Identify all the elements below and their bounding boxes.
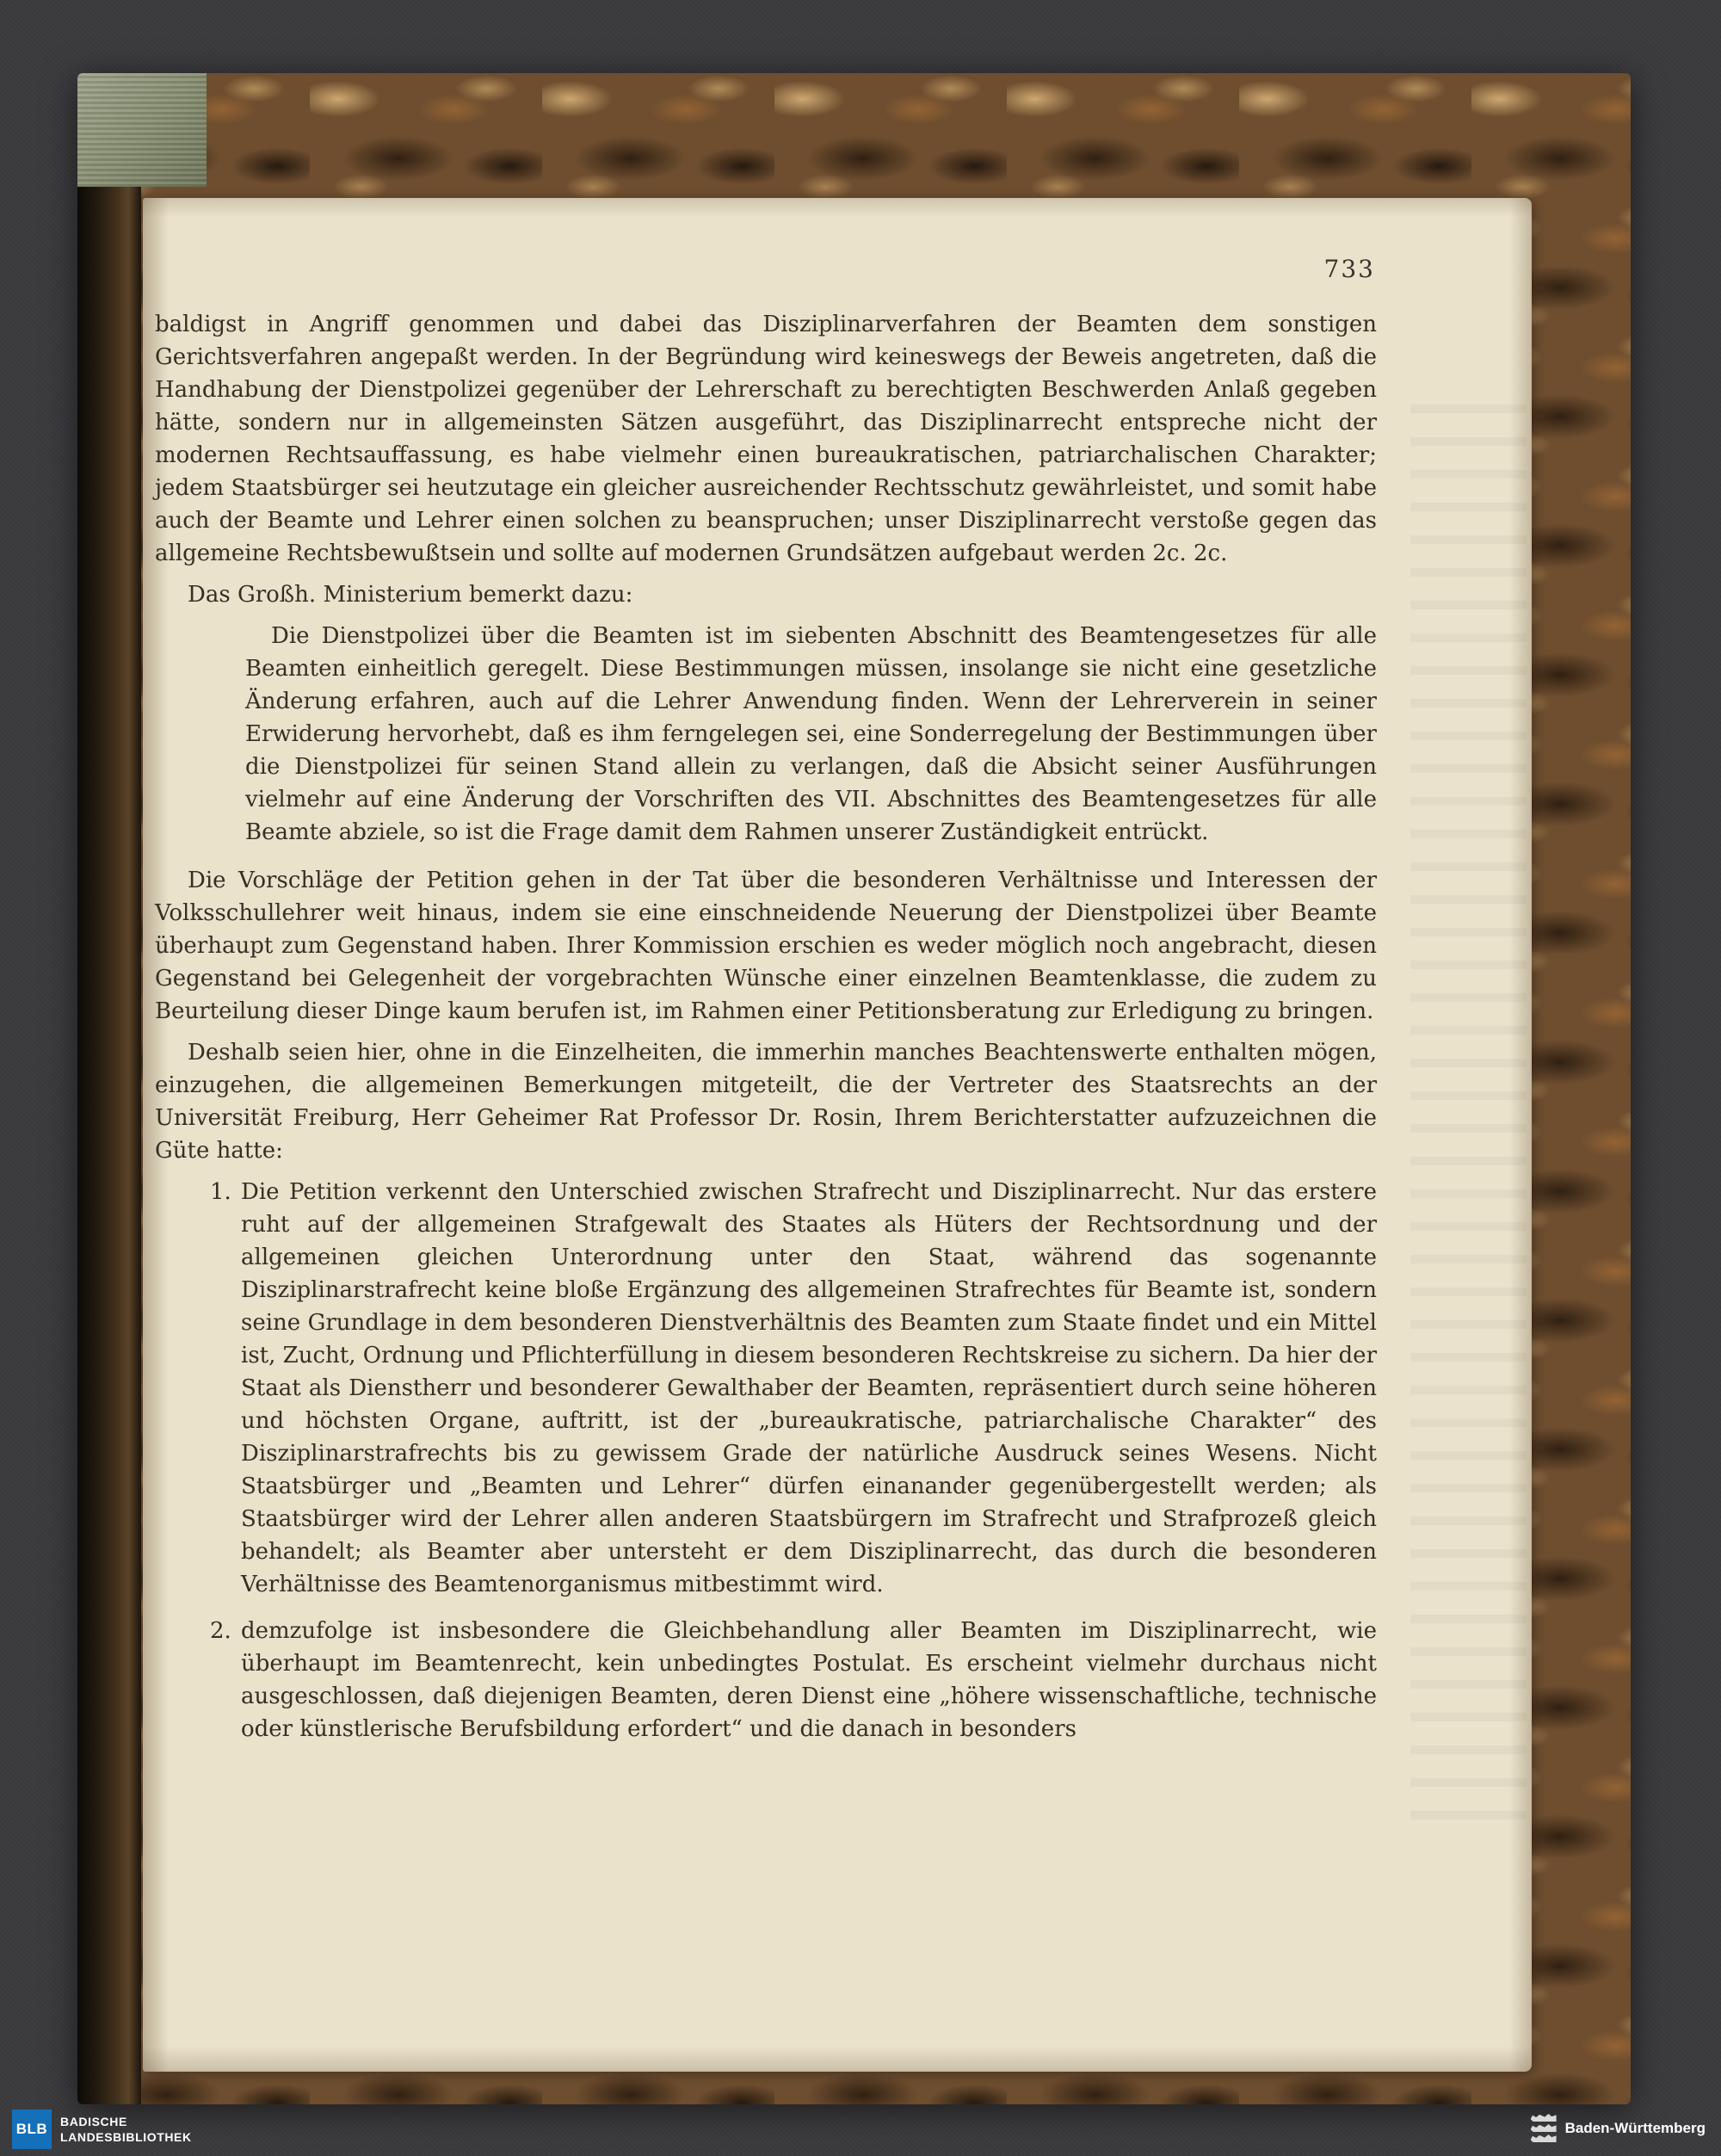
- bw-branding: [1531, 2114, 1706, 2142]
- blb-branding: [12, 2110, 192, 2149]
- bw-label: Baden-Württemberg: [1564, 2119, 1706, 2136]
- list-item-1-text: Die Petition verkennt den Unterschied zwischen Strafrecht und Disziplinarrecht. Nur das erstere ruht auf der allgemeinen Strafgewalt des Staates als Hüters der Rechtsordnung und der allgemeinen gleichen Unterordnung unter den Staat, während das sogenannte Disziplinarstrafrecht keine bloße Ergänzung des allgemeinen Strafrechtes für Beamte ist, sondern seine Grundlage in dem besonderen Dienstverhältnis des Beamten zum Staate findet und ein Mittel ist, Zucht, Ordnung und Pflichterfüllung in diesem besonderen Rechtskreise zu sichern. Da hier der Staat als Dienstherr und besonderer Gewalthaber der Beamten, repräsentiert durch seine höheren und höchsten Organe, auftritt, ist der „bureaukratische, patriarchalische Charakter“ des Disziplinarstrafrechts bis zu gewissem Grade der natürliche Ausdruck seines Wesens. Nicht Staatsbürger und „Beamten und Lehrer“ dürfen einanander gegenübergestellt werden; als Staatsbürger wird der Lehrer allen anderen Staatsbürgern im Strafrecht und Strafprozeß gleich behandelt; als Beamter aber untersteht er dem Disziplinarrecht, das durch die besonderen Verhältnisse des Beamtenorganismus mitbestimmt wird.: [241, 1179, 1377, 1597]
- list-item-1-marker: 1.: [210, 1179, 231, 1205]
- paragraph-petition: Die Vorschläge der Petition gehen in der Tat über die besonderen Verhältnisse und Interessen der Volksschullehrer weit hinaus, indem sie eine einschneidende Neuerung der Dienstpolizei über Beamte überhaupt zum Gegenstand haben. Ihrer Kommission erschien es weder möglich noch angebracht, diesen Gegenstand bei Gelegenheit der vorgebrachten Wünsche einer einzelnen Beamtenklasse, die zudem zu Beurteilung dieser Dinge kaum berufen ist, im Rahmen einer Petitionsberatung zur Erledigung zu bringen.: [155, 868, 1377, 1024]
- marbled-edge-top: [141, 73, 1631, 198]
- quote-block-ministerium: Die Dienstpolizei über die Beamten ist im siebenten Abschnitt des Beamtengesetzes für alle Beamten einheitlich geregelt. Diese Bestimmungen müssen, insolange sie nicht eine gesetzliche Änderung erfahren, auch auf die Lehrer Anwendung finden. Wenn der Lehrerverein in seiner Erwiderung hervorhebt, daß es ihm ferngelegen sei, eine Sonderregelung der Bestimmungen über die Dienstpolizei für seinen Stand allein zu verlangen, daß die Absicht seiner Ausführungen vielmehr auf eine Änderung der Vorschriften des VII. Abschnittes des Beamtengesetzes für alle Beamte abziele, so ist die Frage damit dem Rahmen unserer Zuständigkeit entrückt.: [245, 623, 1377, 845]
- book-head-pages: [77, 73, 207, 187]
- list-item-2: [210, 1615, 1377, 1745]
- list-item-2-text: demzufolge ist insbesondere die Gleichbehandlung aller Beamten im Disziplinarrecht, wie überhaupt im Beamtenrecht, kein unbedingtes Postulat. Es erscheint vielmehr durchaus nicht ausgeschlossen, daß diejenigen Beamten, deren Dienst eine „höhere wissenschaftliche, technische oder künstlerische Berufsbildung erfordert“ und die danach in besonders: [241, 1618, 1377, 1742]
- book-spine: [77, 73, 141, 2104]
- library-name-line2: LANDESBIBLIOTHEK: [60, 2130, 192, 2144]
- list-item-2-marker: 2.: [210, 1618, 231, 1644]
- bw-coat-of-arms-icon: [1531, 2114, 1557, 2142]
- book-scan: [77, 73, 1631, 2104]
- page-number: 733: [1323, 255, 1375, 283]
- bw-lion-icon: [1531, 2114, 1557, 2122]
- blb-logo: [12, 2110, 52, 2149]
- list-item-1: [210, 1176, 1377, 1601]
- scanned-page: [143, 198, 1532, 2072]
- blb-logo-text: BLB: [15, 2121, 48, 2137]
- library-name: [60, 2114, 192, 2145]
- paragraph-ministerium-intro: Das Großh. Ministerium bemerkt dazu:: [188, 582, 633, 608]
- page-text-block: [155, 308, 1377, 1759]
- marbled-edge-right: [1529, 73, 1631, 2104]
- bw-lion-icon: [1531, 2134, 1557, 2142]
- bw-lion-icon: [1531, 2124, 1557, 2132]
- verso-bleedthrough: [1410, 405, 1527, 1831]
- library-name-line1: BADISCHE: [60, 2115, 127, 2128]
- paragraph-rosin-intro: Deshalb seien hier, ohne in die Einzelheiten, die immerhin manches Beachtenswerte enthalten mögen, einzugehen, die allgemeinen Bemerkungen mitgeteilt, die der Vertreter des Staatsrechts an der Universität Freiburg, Herr Geheimer Rat Professor Dr. Rosin, Ihrem Berichterstatter aufzuzeichnen die Güte hatte:: [155, 1040, 1377, 1164]
- paragraph-continuation: baldigst in Angriff genommen und dabei das Disziplinarverfahren der Beamten dem sonstigen Gerichtsverfahren angepaßt werden. In der Begründung wird keineswegs der Beweis angetreten, daß die Handhabung der Dienstpolizei gegenüber der Lehrerschaft zu berechtigten Beschwerden Anlaß gegeben hätte, sondern nur in allgemeinsten Sätzen ausgeführt, das Disziplinarrecht entspreche nicht der modernen Rechtsauffassung, es habe vielmehr einen bureaukratischen, patriarchalischen Charakter; jedem Staatsbürger sei heutzutage ein gleicher ausreichender Rechtsschutz gewährleistet, und somit habe auch der Beamte und Lehrer einen solchen zu beanspruchen; unser Disziplinarrecht verstoße gegen das allgemeine Rechtsbewußtsein und sollte auf modernen Grundsätzen aufgebaut werden 2c. 2c.: [155, 312, 1377, 566]
